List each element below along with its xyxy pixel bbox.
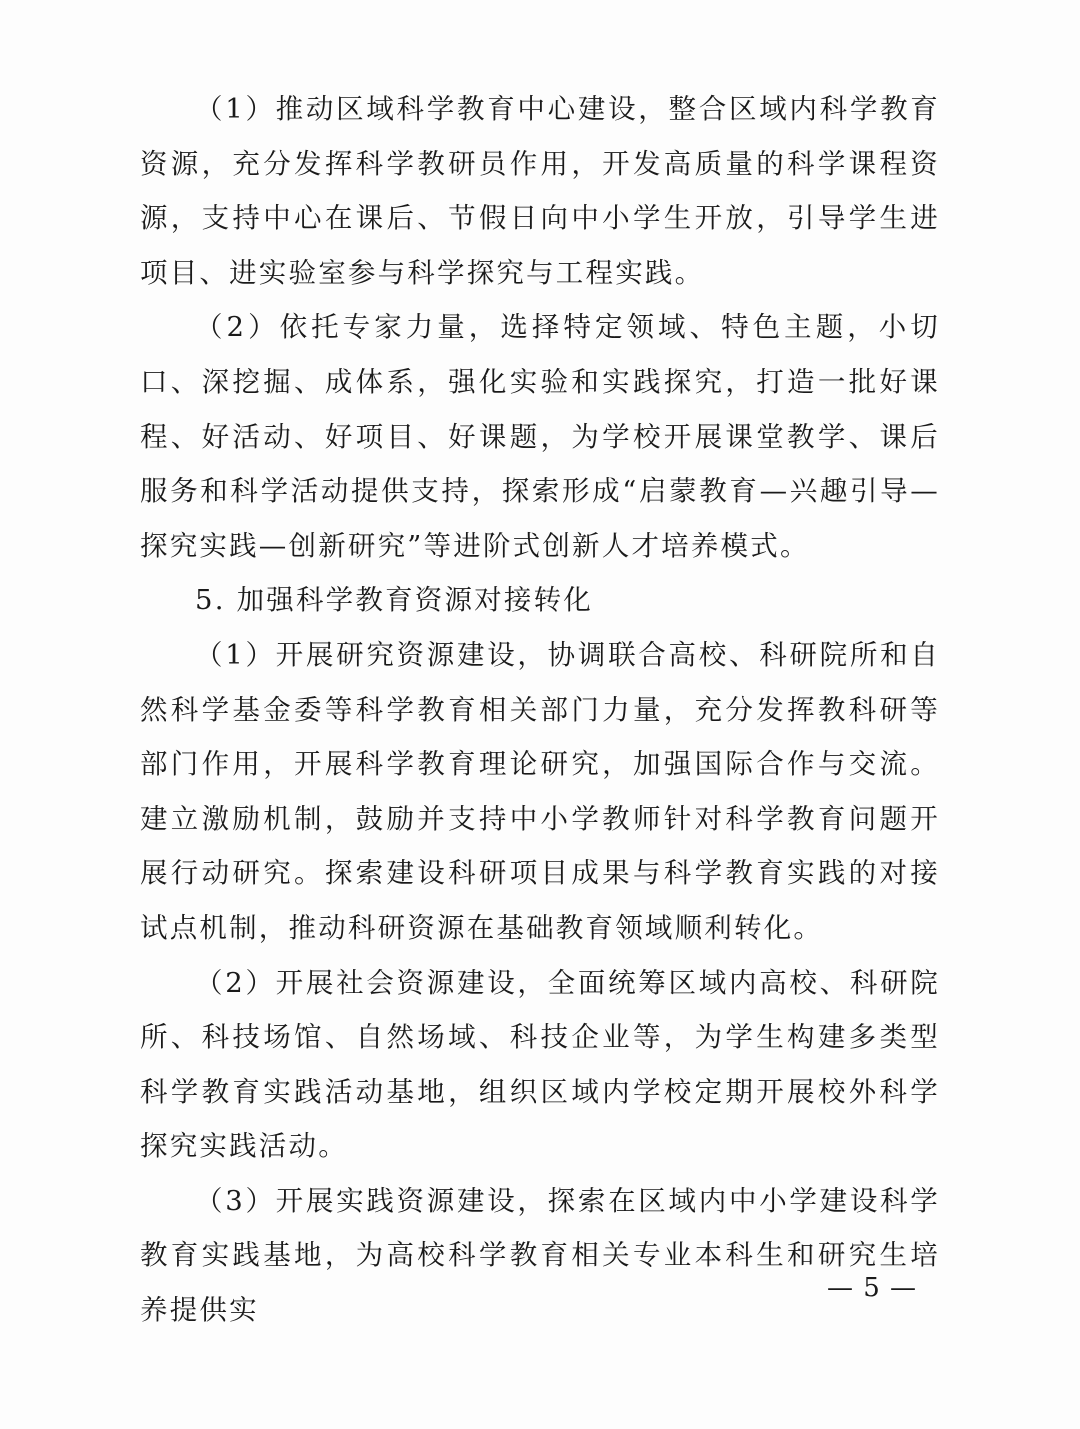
paragraph-1: （1）推动区域科学教育中心建设，整合区域内科学教育资源，充分发挥科学教研员作用，开发高质量的科学课程资源，支持中心在课后、节假日向中小学生开放，引导学生进项目、进实验室参与科学探究与工程实践。	[140, 93, 940, 289]
paragraph-4: （2）开展社会资源建设，全面统筹区域内高校、科研院所、科技场馆、自然场域、科技企业等，为学生构建多类型科学教育实践活动基地，组织区域内学校定期开展校外科学探究实践活动。	[140, 966, 940, 1163]
paragraph-2: （2）依托专家力量，选择特定领域、特色主题，小切口、深挖掘、成体系，强化实验和实践探究，打造一批好课程、好活动、好项目、好课题，为学校开展课堂教学、课后服务和科学活动提供支持，探索形成“启蒙教育—兴趣引导—探究实践—创新研究”等进阶式创新人才培养模式。	[140, 311, 940, 562]
paragraph-5: （3）开展实践资源建设，探索在区域内中小学建设科学教育实践基地，为高校科学教育相关专业本科生和研究生培养提供实	[140, 1184, 940, 1327]
section-heading: 5. 加强科学教育资源对接转化	[195, 584, 593, 617]
page-number: — 5 —	[826, 1273, 918, 1303]
paragraph-3: （1）开展研究资源建设，协调联合高校、科研院所和自然科学基金委等科学教育相关部门力量，充分发挥教科研等部门作用，开展科学教育理论研究，加强国际合作与交流。建立激励机制，鼓励并支持中小学教师针对科学教育问题开展行动研究。探索建设科研项目成果与科学教育实践的对接试点机制，推动科研资源在基础教育领域顺利转化。	[140, 638, 940, 944]
document-body	[140, 82, 940, 1338]
